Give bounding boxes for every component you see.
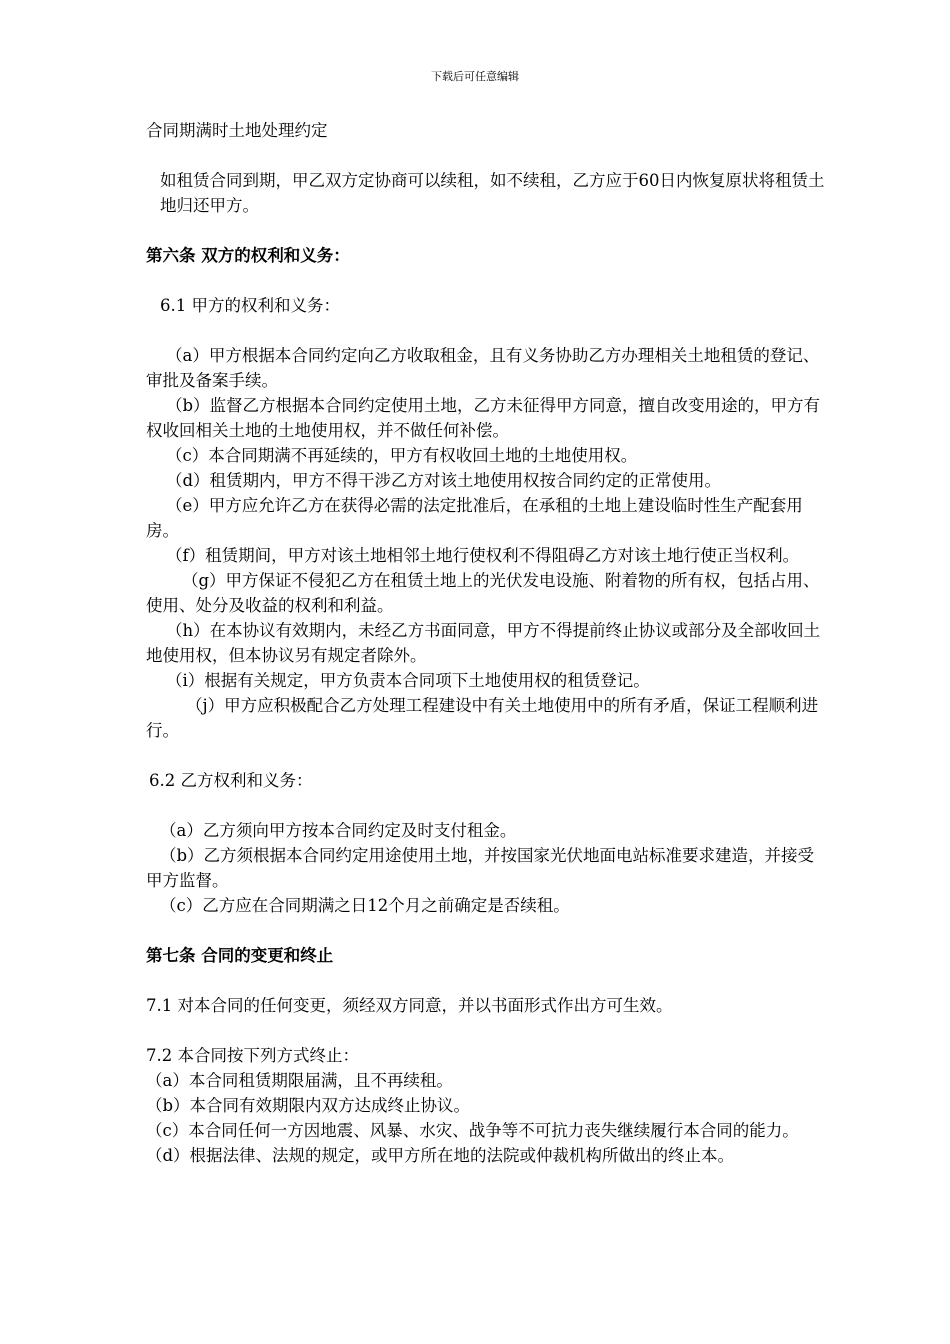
clause-6-1-g: （g）甲方保证不侵犯乙方在租赁土地上的光伏发电设施、附着物的所有权，包括占用、使用、处分及收益的权利和利益。 bbox=[146, 571, 820, 615]
clause-6-1-j: （j）甲方应积极配合乙方处理工程建设中有关土地使用中的所有矛盾，保证工程顺利进行。 bbox=[146, 696, 819, 740]
article-6-heading: 第六条 双方的权利和义务： bbox=[146, 246, 350, 265]
clause-6-1-d: （d）租赁期内，甲方不得干涉乙方对该土地使用权按合同约定的正常使用。 bbox=[166, 471, 722, 490]
section-7-1: 7.1 对本合同的任何变更，须经双方同意，并以书面形式作出方可生效。 bbox=[146, 996, 673, 1015]
clause-6-1-i: （i）根据有关规定，甲方负责本合同项下土地使用权的租赁登记。 bbox=[166, 671, 650, 690]
clause-6-1-b: （b）监督乙方根据本合同约定使用土地，乙方未征得甲方同意，擅自改变用途的，甲方有权收回相关土地的土地使用权，并不做任何补偿。 bbox=[146, 396, 821, 440]
clause-7-2-d: （d）根据法律、法规的规定，或甲方所在地的法院或仲裁机构所做出的终止本。 bbox=[146, 1146, 735, 1165]
clause-7-2-b: （b）本合同有效期限内双方达成终止协议。 bbox=[146, 1096, 471, 1115]
clause-6-1-h: （h）在本协议有效期内，未经乙方书面同意，甲方不得提前终止协议或部分及全部收回土地使用权，但本协议另有规定者除外。 bbox=[146, 621, 821, 665]
paragraph-expiry: 如租赁合同到期，甲乙双方定协商可以续租，如不续租，乙方应于60日内恢复原状将租赁土地归还甲方。 bbox=[160, 171, 825, 215]
clause-6-2-c: （c）乙方应在合同期满之日12个月之前确定是否续租。 bbox=[160, 896, 570, 915]
section-6-1-title: 6.1 甲方的权利和义务： bbox=[160, 296, 340, 315]
clause-6-2-b: （b）乙方须根据本合同约定用途使用土地，并按国家光伏地面电站标准要求建造，并接受甲方监督。 bbox=[146, 846, 815, 890]
clause-7-2-a: （a）本合同租赁期限届满，且不再续租。 bbox=[146, 1071, 453, 1090]
article-7-heading: 第七条 合同的变更和终止 bbox=[146, 946, 334, 965]
document-body bbox=[146, 118, 826, 1168]
clause-6-1-e: （e）甲方应允许乙方在获得必需的法定批准后，在承租的土地上建设临时性生产配套用房。 bbox=[146, 496, 803, 540]
clause-6-2-a: （a）乙方须向甲方按本合同约定及时支付租金。 bbox=[160, 821, 517, 840]
section-6-2-title: 6.2 乙方权利和义务： bbox=[149, 771, 313, 790]
section-title-expiry: 合同期满时土地处理约定 bbox=[146, 121, 328, 140]
clause-6-1-f: （f）租赁期间，甲方对该土地相邻土地行使权利不得阻碍乙方对该土地行使正当权利。 bbox=[166, 546, 800, 565]
clause-7-2-c: （c）本合同任何一方因地震、风暴、水灾、战争等不可抗力丧失继续履行本合同的能力。 bbox=[146, 1121, 799, 1140]
section-7-2-title: 7.2 本合同按下列方式终止： bbox=[146, 1046, 359, 1065]
page-header-note: 下载后可任意编辑 bbox=[431, 70, 519, 83]
clause-6-1-a: （a）甲方根据本合同约定向乙方收取租金，且有义务协助乙方办理相关土地租赁的登记、审批及备案手续。 bbox=[146, 346, 820, 390]
clause-6-1-c: （c）本合同期满不再延续的，甲方有权收回土地的土地使用权。 bbox=[166, 446, 638, 465]
